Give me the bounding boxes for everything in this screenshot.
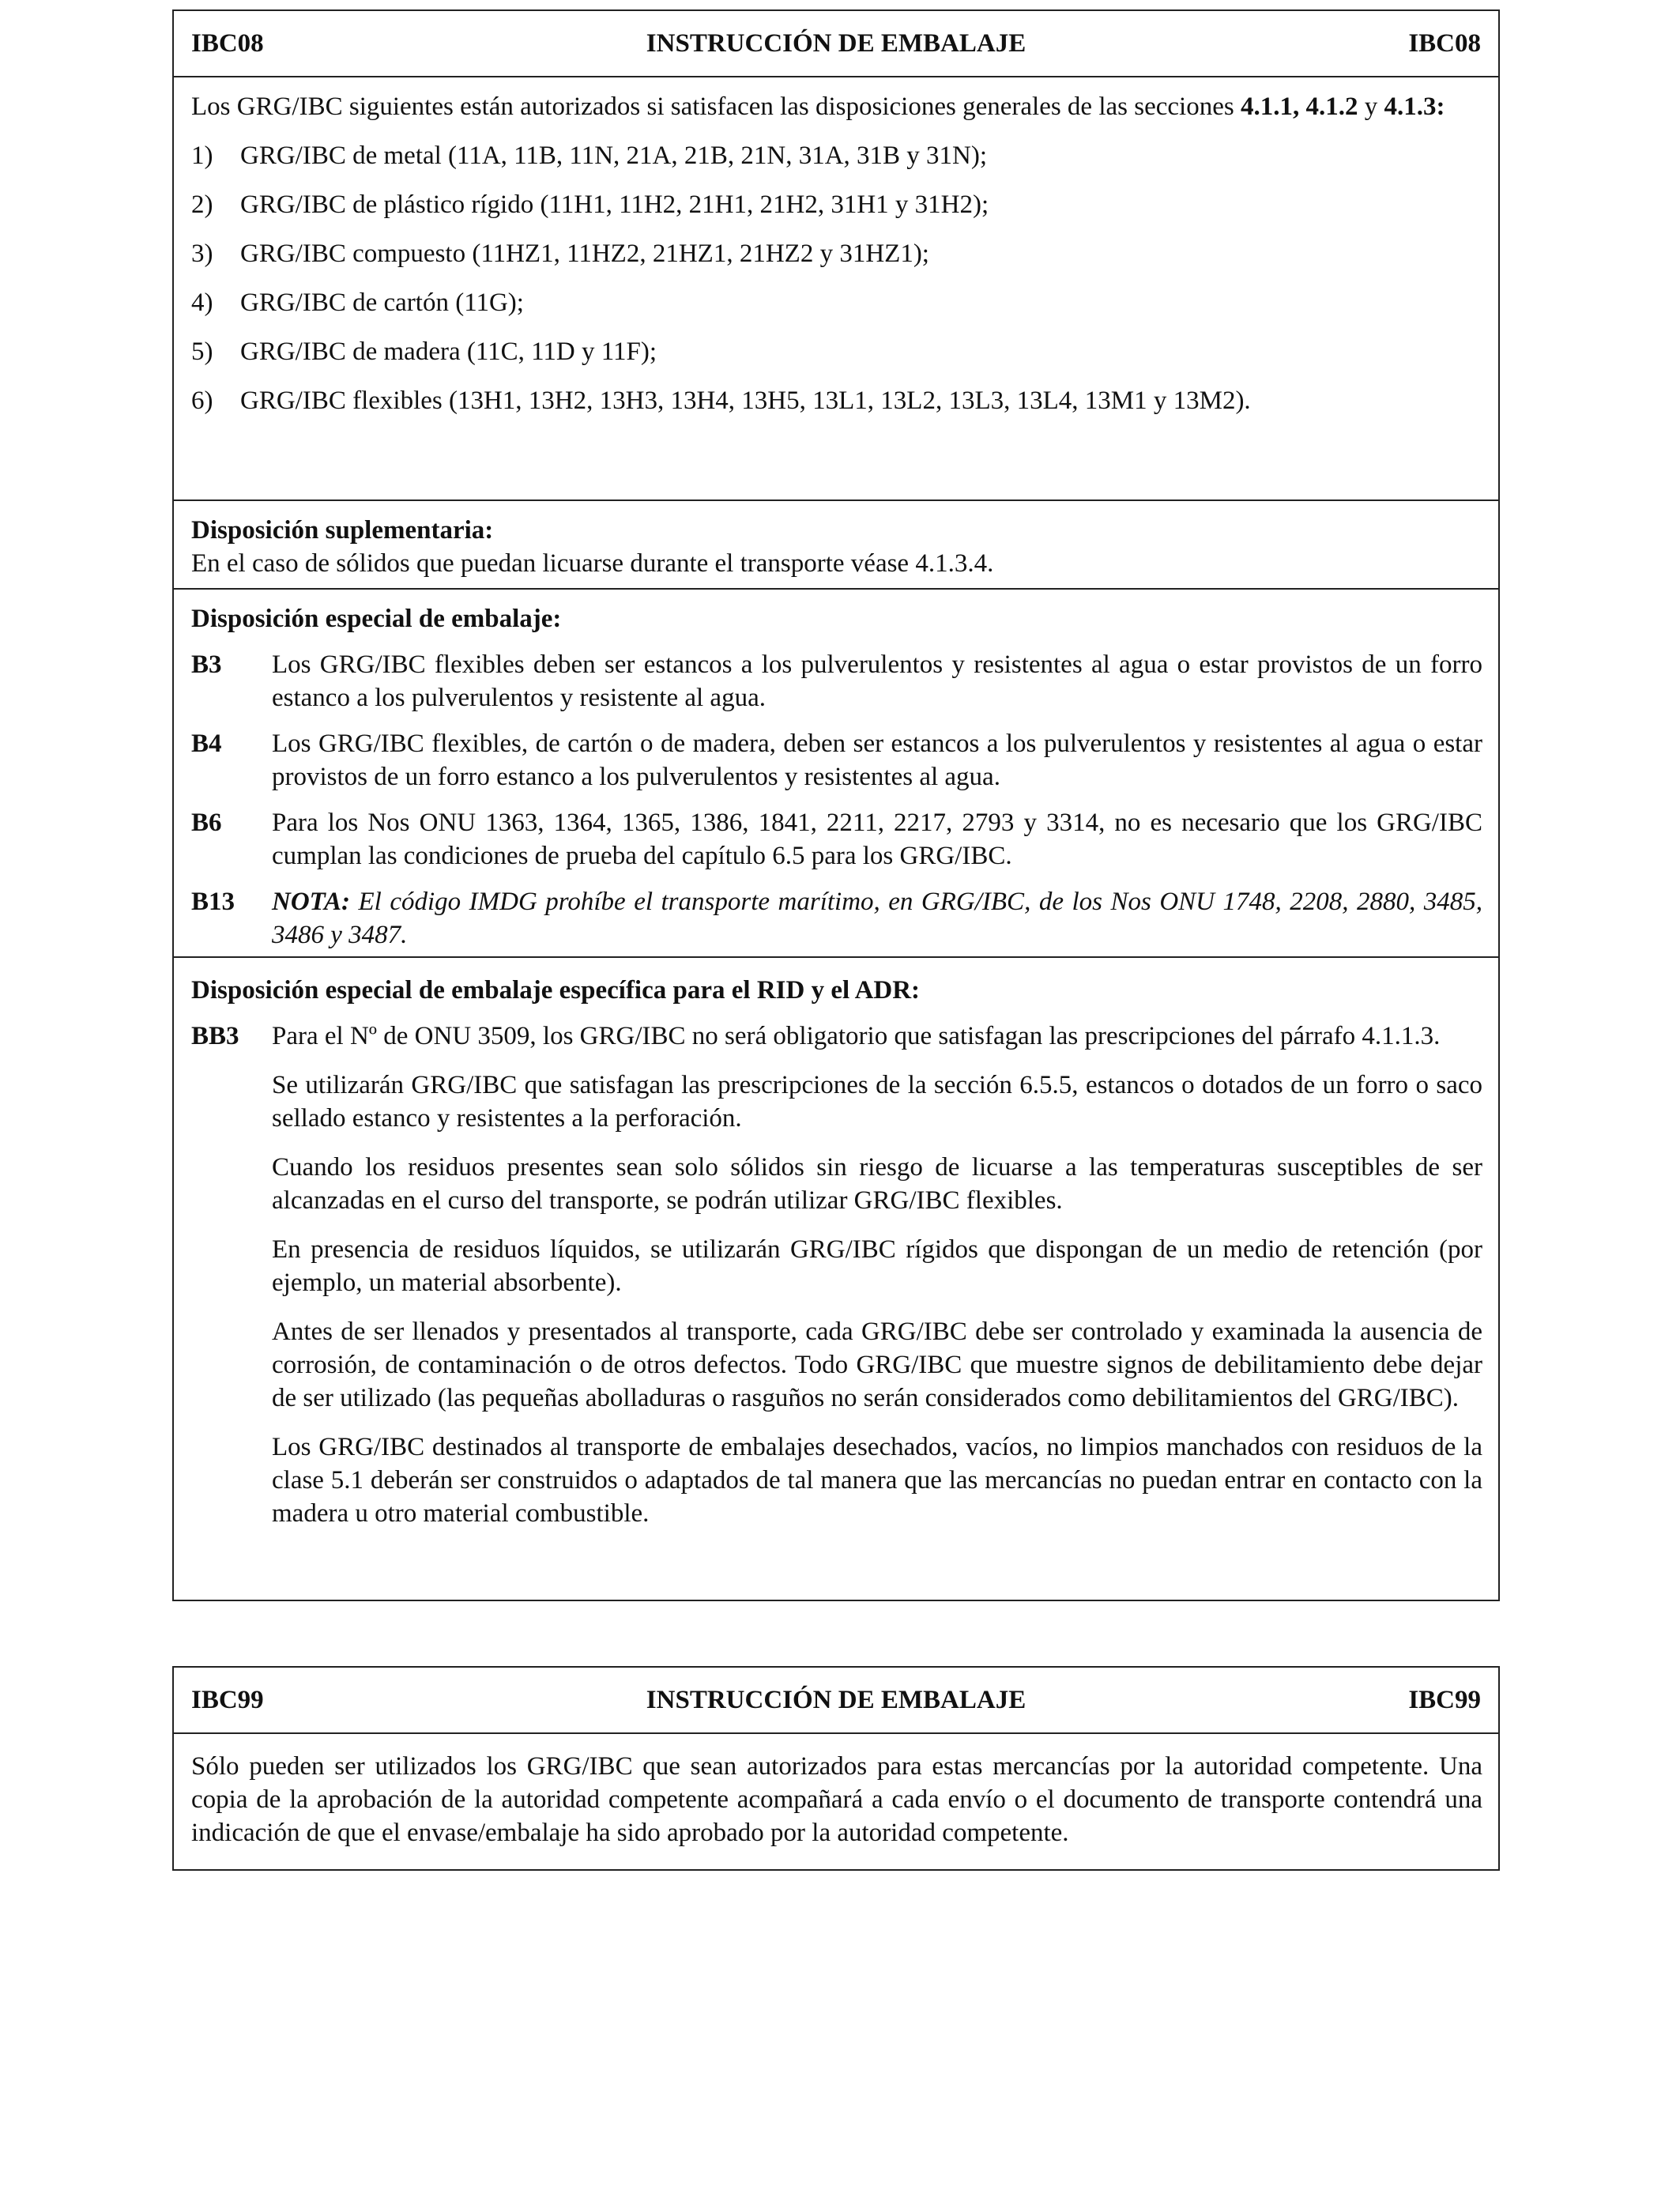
ibc99-code-left: IBC99: [191, 1685, 264, 1714]
list-item: [191, 286, 1482, 319]
ibc08-rid-adr-section: [174, 956, 1498, 1530]
ibc08-special-section: [174, 588, 1498, 956]
list-item: [191, 237, 1482, 270]
list-text: GRG/IBC compuesto (11HZ1, 11HZ2, 21HZ1, 21HZ2 y 31HZ1);: [240, 239, 929, 268]
ibc08-header: [174, 11, 1498, 76]
note-label: NOTA:: [272, 888, 350, 916]
provision-text: Los GRG/IBC flexibles, de cartón o de madera, deben ser estancos a los pulverulentos y resistentes al agua o estar provistos de un forro estanco a los pulverulentos y resistentes al agua.: [272, 729, 1482, 791]
provision-code: B6: [191, 809, 222, 837]
ibc08-authorized-section: [174, 76, 1498, 499]
list-item: [191, 188, 1482, 221]
rid-adr-heading: Disposición especial de embalaje específica para el RID y el ADR:: [191, 976, 921, 1005]
intro-refs-1: 4.1.1, 4.1.2: [1240, 92, 1358, 121]
provision-code: B3: [191, 650, 222, 679]
intro-refs-2: 4.1.3:: [1384, 92, 1445, 121]
ibc99-code-right: IBC99: [1408, 1685, 1481, 1714]
intro-and: y: [1364, 92, 1384, 121]
list-text: GRG/IBC flexibles (13H1, 13H2, 13H3, 13H4, 13H5, 13L1, 13L2, 13L3, 13L4, 13M1 y 13M2).: [240, 386, 1251, 415]
intro-text: Los GRG/IBC siguientes están autorizados si satisfacen las disposiciones generales de las secciones: [191, 92, 1241, 121]
list-number: 3): [191, 239, 213, 268]
provision-text: Los GRG/IBC flexibles deben ser estancos a los pulverulentos y resistentes al agua o estar provistos de un forro estanco a los pulverulentos y resistente al agua.: [272, 650, 1482, 712]
bb3-paragraph: Se utilizarán GRG/IBC que satisfagan las prescripciones de la sección 6.5.5, estancos o dotados de un forro o saco sellado estanco y resistentes a la perforación.: [272, 1071, 1482, 1133]
provision-text: [272, 885, 1482, 952]
note-text: El código IMDG prohíbe el transporte marítimo, en GRG/IBC, de los Nos ONU 1748, 2208, 2880, 3485, 3486 y 3487.: [272, 888, 1482, 949]
ibc08-intro: [191, 90, 1482, 123]
ibc99-body: [174, 1732, 1498, 1849]
list-item: [191, 335, 1482, 368]
list-number: 1): [191, 141, 213, 170]
provision-code: BB3: [191, 1022, 239, 1050]
ibc08-code-right: IBC08: [1408, 28, 1481, 58]
bb3-paragraph: Antes de ser llenados y presentados al transporte, cada GRG/IBC debe ser controlado y examinada la ausencia de corrosión, de contaminación o de otros defectos. Todo GRG/IBC que muestre signos de debilitamiento debe dejar de ser utilizado (las pequeñas abolladuras o rasguños no serán considerados como debilitamientos del GRG/IBC).: [272, 1318, 1482, 1412]
provision-code: B4: [191, 729, 222, 758]
ibc99-text: Sólo pueden ser utilizados los GRG/IBC que sean autorizados para estas mercancías por la autoridad competente. Una copia de la aprobación de la autoridad competente acompañará a cada envío o el documento de transporte contendrá una indicación de que el envase/embalaje ha sido aprobado por la autoridad competente.: [191, 1752, 1482, 1847]
list-number: 2): [191, 190, 213, 219]
ibc99-instruction-box: [172, 1666, 1500, 1871]
list-text: GRG/IBC de metal (11A, 11B, 11N, 21A, 21B, 21N, 31A, 31B y 31N);: [240, 141, 988, 170]
list-item: [191, 139, 1482, 172]
list-item: [191, 384, 1482, 417]
list-text: GRG/IBC de plástico rígido (11H1, 11H2, 21H1, 21H2, 31H1 y 31H2);: [240, 190, 989, 219]
supplementary-text: En el caso de sólidos que puedan licuarse durante el transporte véase 4.1.3.4.: [191, 549, 994, 578]
list-number: 4): [191, 288, 213, 317]
bb3-paragraphs: [272, 1020, 1482, 1530]
list-text: GRG/IBC de cartón (11G);: [240, 288, 524, 317]
bb3-paragraph: Los GRG/IBC destinados al transporte de embalajes desechados, vacíos, no limpios manchados con residuos de la clase 5.1 deberán ser construidos o adaptados de tal manera que las mercancías no puedan entrar en contacto con la madera u otro material combustible.: [272, 1433, 1482, 1528]
list-text: GRG/IBC de madera (11C, 11D y 11F);: [240, 337, 657, 366]
ibc08-instruction-box: [172, 9, 1500, 1601]
provision-text: Para los Nos ONU 1363, 1364, 1365, 1386, 1841, 2211, 2217, 2793 y 3314, no es necesario que los GRG/IBC cumplan las condiciones de prueba del capítulo 6.5 para los GRG/IBC.: [272, 809, 1482, 870]
ibc08-title: INSTRUCCIÓN DE EMBALAJE: [646, 28, 1026, 58]
special-provision-b4: [191, 727, 1482, 794]
special-heading: Disposición especial de embalaje:: [191, 605, 562, 633]
bb3-paragraph: Cuando los residuos presentes sean solo sólidos sin riesgo de licuarse a las temperaturas susceptibles de ser alcanzadas en el curso del transporte, se podrán utilizar GRG/IBC flexibles.: [272, 1153, 1482, 1215]
special-provision-b3: [191, 648, 1482, 714]
special-provision-bb3: [191, 1020, 1482, 1530]
supplementary-heading: Disposición suplementaria:: [191, 516, 494, 545]
list-number: 6): [191, 386, 213, 415]
provision-code: B13: [191, 888, 235, 916]
bb3-paragraph: En presencia de residuos líquidos, se utilizarán GRG/IBC rígidos que dispongan de un medio de retención (por ejemplo, un material absorbente).: [272, 1235, 1482, 1297]
ibc99-title: INSTRUCCIÓN DE EMBALAJE: [646, 1685, 1026, 1714]
bb3-paragraph: Para el Nº de ONU 3509, los GRG/IBC no será obligatorio que satisfagan las prescripciones del párrafo 4.1.1.3.: [272, 1022, 1441, 1050]
list-number: 5): [191, 337, 213, 366]
ibc99-header: [174, 1668, 1498, 1732]
ibc08-code-left: IBC08: [191, 28, 264, 58]
special-provision-b6: [191, 806, 1482, 873]
special-provision-b13: [191, 885, 1482, 952]
ibc08-supplementary-section: [174, 499, 1498, 588]
